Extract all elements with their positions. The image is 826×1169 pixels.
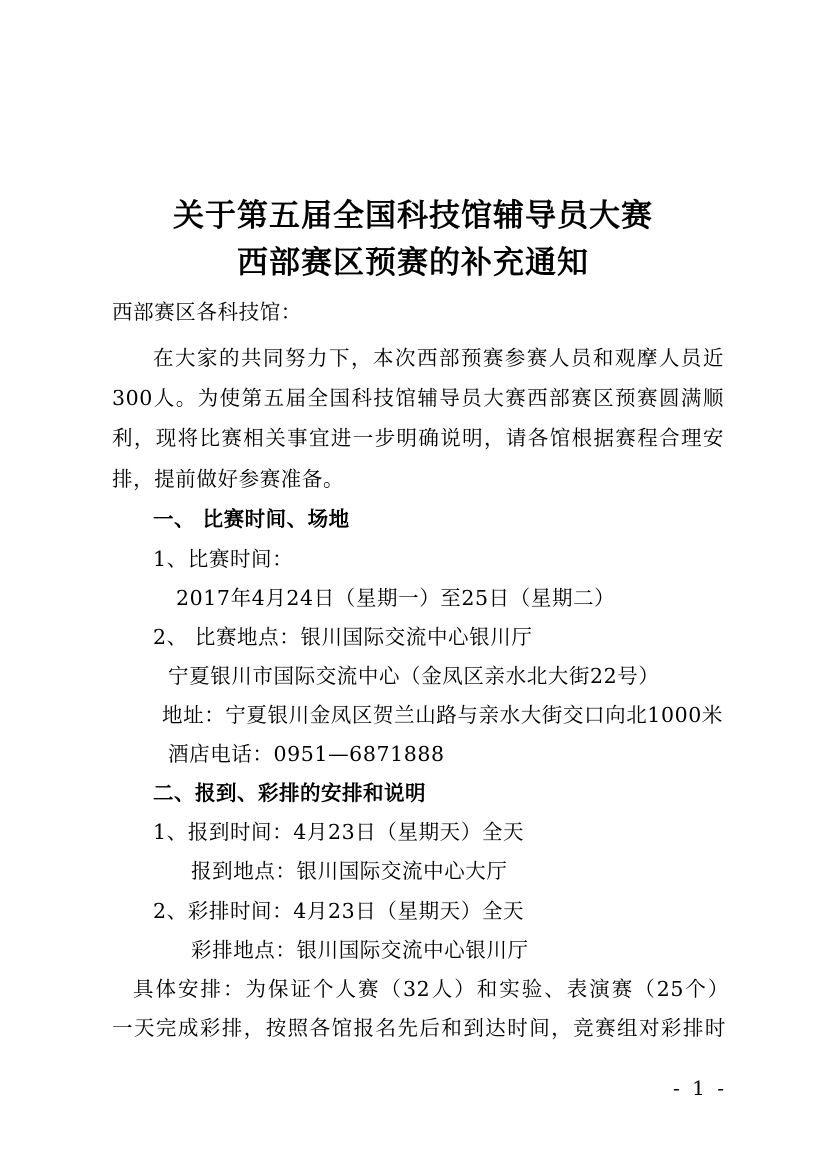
detail-line-1: 具体安排：为保证个人赛（32人）和实验、表演赛（25个） <box>133 977 729 1001</box>
section-1-heading: 一、 比赛时间、场地 <box>153 507 350 531</box>
venue-line: 宁夏银川市国际交流中心（金凤区亲水北大街22号） <box>168 664 660 688</box>
detail-line-2: 一天完成彩排，按照各馆报名先后和到达时间，竞赛组对彩排时 <box>112 1016 726 1040</box>
hotel-phone-line: 酒店电话：0951—6871888 <box>168 742 445 766</box>
document-title-line-2: 西部赛区预赛的补充通知 <box>237 245 589 281</box>
section-2-item-2-place: 彩排地点：银川国际交流中心银川厅 <box>191 938 529 962</box>
document-title-line-1: 关于第五届全国科技馆辅导员大赛 <box>173 198 653 234</box>
section-2-item-1: 1、报到时间：4月23日（星期天）全天 <box>153 820 525 844</box>
section-2-heading: 二、报到、彩排的安排和说明 <box>153 781 426 805</box>
intro-line-3: 利，现将比赛相关事宜进一步明确说明，请各馆根据赛程合理安 <box>112 426 724 450</box>
page-number: - 1 - <box>673 1076 727 1100</box>
intro-line-4: 排，提前做好参赛准备。 <box>112 467 345 491</box>
section-1-item-2-label: 2、 比赛地点：银川国际交流中心银川厅 <box>153 625 533 649</box>
intro-line-1: 在大家的共同努力下，本次西部预赛参赛人员和观摩人员近 <box>153 346 724 370</box>
intro-line-2: 300人。为使第五届全国科技馆辅导员大赛西部赛区预赛圆满顺 <box>112 386 724 410</box>
section-1-item-1-value: 2017年4月24日（星期一）至25日（星期二） <box>176 586 616 610</box>
address-line: 地址：宁夏银川金凤区贺兰山路与亲水大街交口向北1000米 <box>162 703 723 727</box>
section-2-item-2: 2、彩排时间：4月23日（星期天）全天 <box>153 899 525 923</box>
section-1-item-1-label: 1、比赛时间： <box>153 547 294 571</box>
salutation: 西部赛区各科技馆： <box>112 300 302 324</box>
section-2-item-1-place: 报到地点：银川国际交流中心大厅 <box>191 859 508 883</box>
